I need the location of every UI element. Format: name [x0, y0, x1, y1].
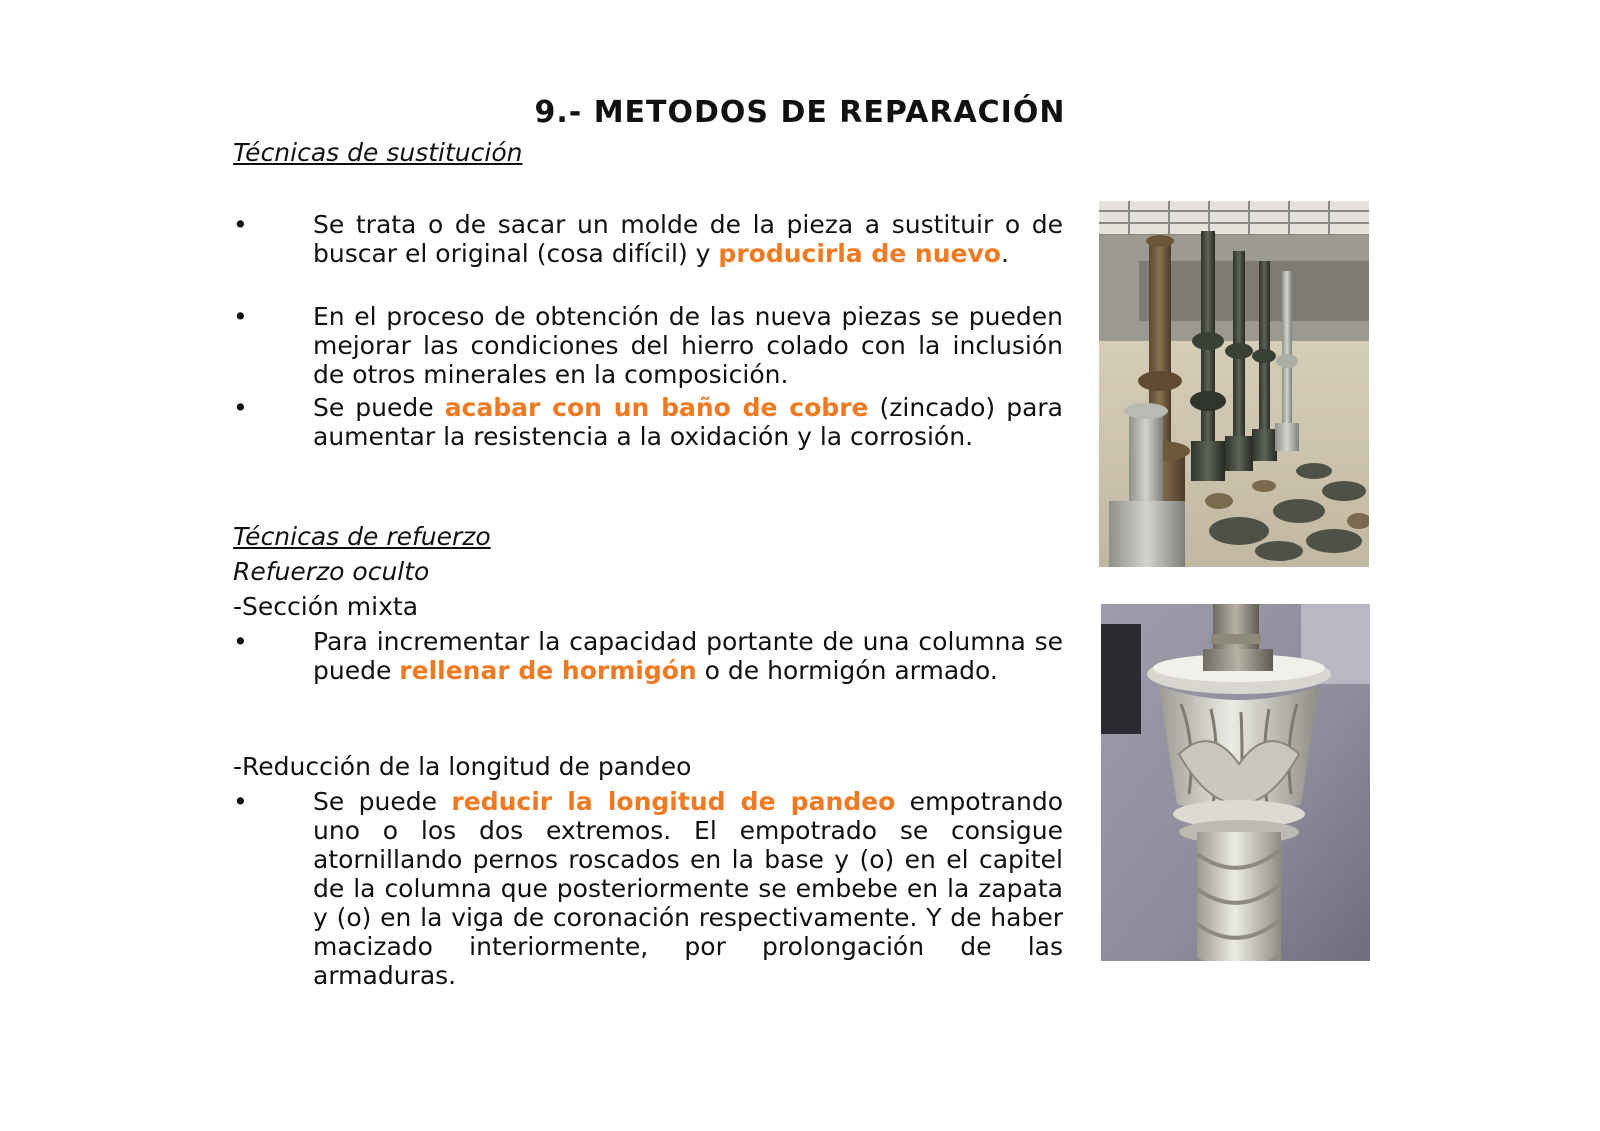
page-title: 9.- METODOS DE REPARACIÓN	[534, 95, 1066, 130]
photo-column-capital	[1101, 604, 1370, 961]
label-reduccion-pandeo: -Reducción de la longitud de pandeo	[233, 752, 692, 781]
bullet-dot: •	[233, 627, 248, 656]
list-item: • Se puede acabar con un baño de cobre (zincado) para aumentar la resistencia a la oxidación y la corrosión.	[233, 393, 1063, 451]
section-heading-sustitucion: Técnicas de sustitución	[233, 138, 523, 167]
list-item: • Para incrementar la capacidad portante de una columna se puede rellenar de hormigón o de hormigón armado.	[233, 627, 1063, 685]
bullet-dot: •	[233, 302, 248, 331]
list-item: • Se puede reducir la longitud de pandeo empotrando uno o los dos extremos. El empotrado se consigue atornillando pernos roscados en la base y (o) en el capitel de la columna que posteriormente se embebe en la zapata y (o) en la viga de coronación respectivamente. Y de haber macizado interiormente, por prolongación de las armaduras.	[233, 787, 1063, 990]
subheading-refuerzo-oculto: Refuerzo oculto	[233, 557, 430, 586]
bullet-dot: •	[233, 787, 248, 816]
list-item: • Se trata o de sacar un molde de la pieza a sustituir o de buscar el original (cosa difícil) y producirla de nuevo.	[233, 210, 1063, 268]
bullet-dot: •	[233, 393, 248, 422]
photo-cast-iron-pieces	[1099, 201, 1369, 567]
list-item: • En el proceso de obtención de las nueva piezas se pueden mejorar las condiciones del hierro colado con la inclusión de otros minerales en la composición.	[233, 302, 1063, 389]
label-seccion-mixta: -Sección mixta	[233, 592, 419, 621]
section-heading-refuerzo: Técnicas de refuerzo	[233, 522, 491, 551]
bullet-dot: •	[233, 210, 248, 239]
